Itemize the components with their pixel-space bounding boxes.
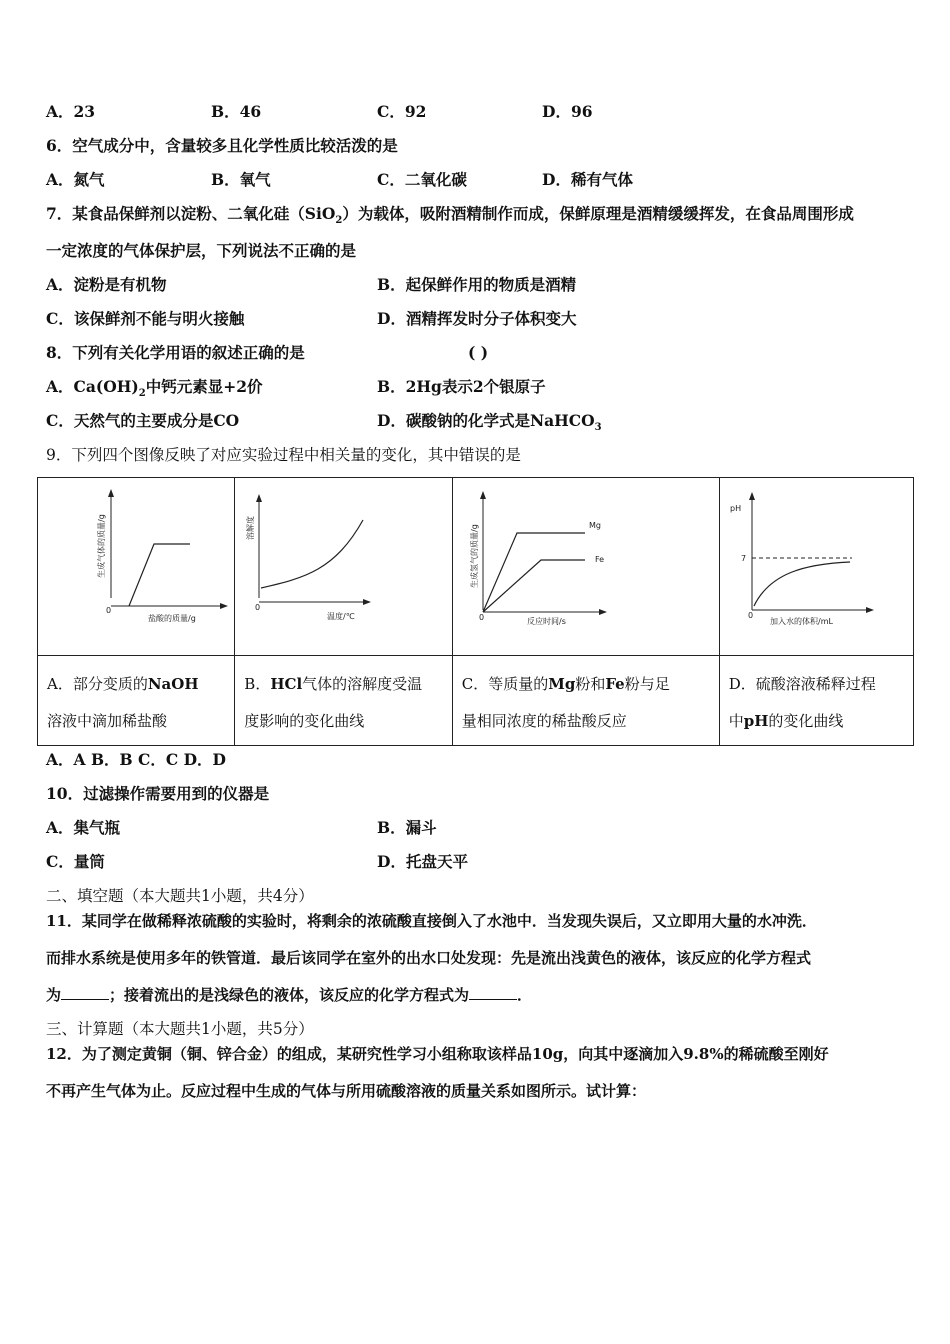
- q11-line3-part1: 为: [46, 986, 62, 1004]
- cap-c-suffix: 粉与足: [624, 674, 670, 693]
- q6-option-b: B．氧气: [211, 170, 271, 189]
- graph-c: [453, 478, 720, 649]
- graph-a-ylabel: 生成气体的质量/g: [97, 514, 106, 578]
- q5-option-c: C．92: [377, 102, 427, 121]
- cap-b-prefix: B．: [244, 674, 271, 693]
- q8-option-d: [377, 411, 602, 438]
- graph-b-ylabel: 溶解度: [246, 516, 256, 540]
- q11-blank-1[interactable]: [61, 985, 109, 1000]
- cap-c-line2: 量相同浓度的稀盐酸反应: [461, 711, 627, 730]
- q10-option-c: C．量筒: [46, 852, 105, 871]
- q11-line3-part3: ．: [517, 986, 533, 1004]
- q7-stem-sub: 2: [335, 215, 343, 227]
- q8-d-part1: D．碳酸钠的化学式是NaHCO: [377, 411, 595, 430]
- q8-a-part1: A．Ca(OH): [46, 377, 139, 396]
- cap-a-prefix: A．部分变质的: [47, 674, 148, 693]
- q10-option-d: D．托盘天平: [377, 852, 468, 871]
- graph-c-origin: 0: [478, 613, 484, 622]
- q7-option-c: C．该保鲜剂不能与明火接触: [46, 309, 245, 328]
- q7-option-a: A．淀粉是有机物: [46, 275, 167, 294]
- cap-a-line2: 溶液中滴加稀盐酸: [47, 711, 168, 730]
- graph-d-origin: 0: [747, 611, 753, 620]
- q6-stem: 6．空气成分中，含量较多且化学性质比较活泼的是: [46, 136, 398, 155]
- cap-b-line2: 度影响的变化曲线: [244, 711, 365, 730]
- q8-option-b: B．2Hg表示2个银原子: [377, 377, 546, 396]
- graph-a-xlabel: 盐酸的质量/g: [148, 614, 196, 623]
- q11-line1: 11．某同学在做稀释浓硫酸的实验时，将剩余的浓硫酸直接倒入了水池中．当发现失误后，又立即用大量的水冲洗．: [46, 912, 817, 930]
- graph-c-series-mg: Mg: [588, 521, 601, 530]
- section-3-title: 三、计算题（本大题共1小题，共5分）: [46, 1020, 314, 1038]
- q5-option-d: D．96: [542, 102, 593, 121]
- q8-stem: 8．下列有关化学用语的叙述正确的是: [46, 343, 305, 362]
- graph-a-origin: 0: [106, 606, 112, 615]
- q7-stem-part1: 7．某食品保鲜剂以淀粉、二氧化硅（SiO: [46, 204, 336, 223]
- caption-d-cell: [719, 655, 913, 745]
- q10-stem: 10．过滤操作需要用到的仪器是: [46, 784, 270, 803]
- graph-b-xlabel: 温度/℃: [327, 612, 355, 621]
- q9-answer-options: A．A B．B C．C D．D: [46, 750, 226, 769]
- q8-option-c: C．天然气的主要成分是CO: [46, 411, 240, 430]
- graph-d-cell: [719, 478, 913, 656]
- q9-stem: 9．下列四个图像反映了对应实验过程中相关量的变化，其中错误的是: [46, 446, 521, 464]
- q6-option-c: C．二氧化碳: [377, 170, 467, 189]
- cap-c-prefix: C．等质量的: [461, 674, 549, 693]
- caption-a-cell: [38, 655, 235, 745]
- q5-option-b: B．46: [211, 102, 262, 121]
- q12-line1: 12．为了测定黄铜（铜、锌合金）的组成，某研究性学习小组称取该样品10g，向其中逐滴加入9.8%的稀硫酸至刚好: [46, 1045, 829, 1063]
- q8-option-a: [46, 377, 262, 404]
- cap-d-chem: pH: [743, 711, 769, 730]
- graph-d-xlabel: 加入水的体积/mL: [769, 617, 833, 626]
- q6-option-d: D．稀有气体: [542, 170, 633, 189]
- q10-option-a: A．集气瓶: [46, 818, 121, 837]
- q5-option-a: A．23: [46, 102, 96, 121]
- caption-c-cell: [452, 655, 719, 745]
- q7-option-d: D．酒精挥发时分子体积变大: [377, 309, 577, 328]
- graph-d-mark-7: 7: [740, 554, 746, 563]
- q12-line2: 不再产生气体为止。反应过程中生成的气体与所用硫酸溶液的质量关系如图所示。试计算：: [46, 1082, 647, 1100]
- q7-stem-line1: [46, 204, 854, 231]
- graph-b-cell: [235, 478, 452, 656]
- caption-c: [453, 656, 719, 742]
- cap-d-line2-prefix: 中: [728, 711, 744, 730]
- cap-c-chem1: Mg: [548, 674, 576, 693]
- q11-line3: [46, 985, 532, 1005]
- graph-c-ylabel: 生成氢气的质量/g: [469, 524, 479, 588]
- graph-b: [235, 478, 452, 649]
- cap-c-mid: 粉和: [575, 674, 606, 693]
- q10-option-b: B．漏斗: [377, 818, 437, 837]
- graph-c-series-fe: Fe: [594, 555, 604, 564]
- caption-a: [38, 656, 234, 742]
- q6-option-a: A．氮气: [46, 170, 105, 189]
- graph-a-cell: [38, 478, 235, 656]
- graph-d: [720, 478, 914, 649]
- cap-a-chem: NaOH: [147, 674, 199, 693]
- q8-a-part2: 中钙元素显+2价: [145, 377, 263, 396]
- graph-b-origin: 0: [255, 603, 261, 612]
- caption-b: [235, 656, 451, 742]
- q7-option-b: B．起保鲜作用的物质是酒精: [377, 275, 577, 294]
- q7-stem-line2: 一定浓度的气体保护层，下列说法不正确的是: [46, 241, 357, 260]
- q7-stem-part2: ）为载体，吸附酒精制作而成，保鲜原理是酒精缓缓挥发，在食品周围形成: [342, 204, 854, 223]
- caption-d: [720, 656, 913, 742]
- caption-b-cell: [235, 655, 452, 745]
- q8-answer-paren: ( ): [468, 343, 489, 362]
- q9-graph-table: [37, 477, 914, 746]
- graph-d-ylabel: pH: [729, 504, 741, 513]
- cap-b-suffix: 气体的溶解度受温: [302, 674, 423, 693]
- q8-a-sub: 2: [138, 388, 146, 400]
- cap-d-line2-suffix: 的变化曲线: [768, 711, 844, 730]
- q11-line2: 而排水系统是使用多年的铁管道．最后该同学在室外的出水口处发现：先是流出浅黄色的液体，该反应的化学方程式: [46, 949, 812, 967]
- graph-c-cell: [452, 478, 719, 656]
- cap-d-prefix: D．硫酸溶液稀释过程: [728, 674, 876, 693]
- cap-c-chem2: Fe: [605, 674, 625, 693]
- q11-blank-2[interactable]: [469, 985, 517, 1000]
- graph-a: [38, 478, 235, 649]
- cap-b-chem: HCl: [270, 674, 303, 693]
- q11-line3-part2: ；接着流出的是浅绿色的液体，该反应的化学方程式为: [109, 986, 470, 1004]
- section-2-title: 二、填空题（本大题共1小题，共4分）: [46, 887, 314, 905]
- q8-d-sub: 3: [594, 422, 602, 434]
- graph-c-xlabel: 反应时间/s: [526, 617, 566, 626]
